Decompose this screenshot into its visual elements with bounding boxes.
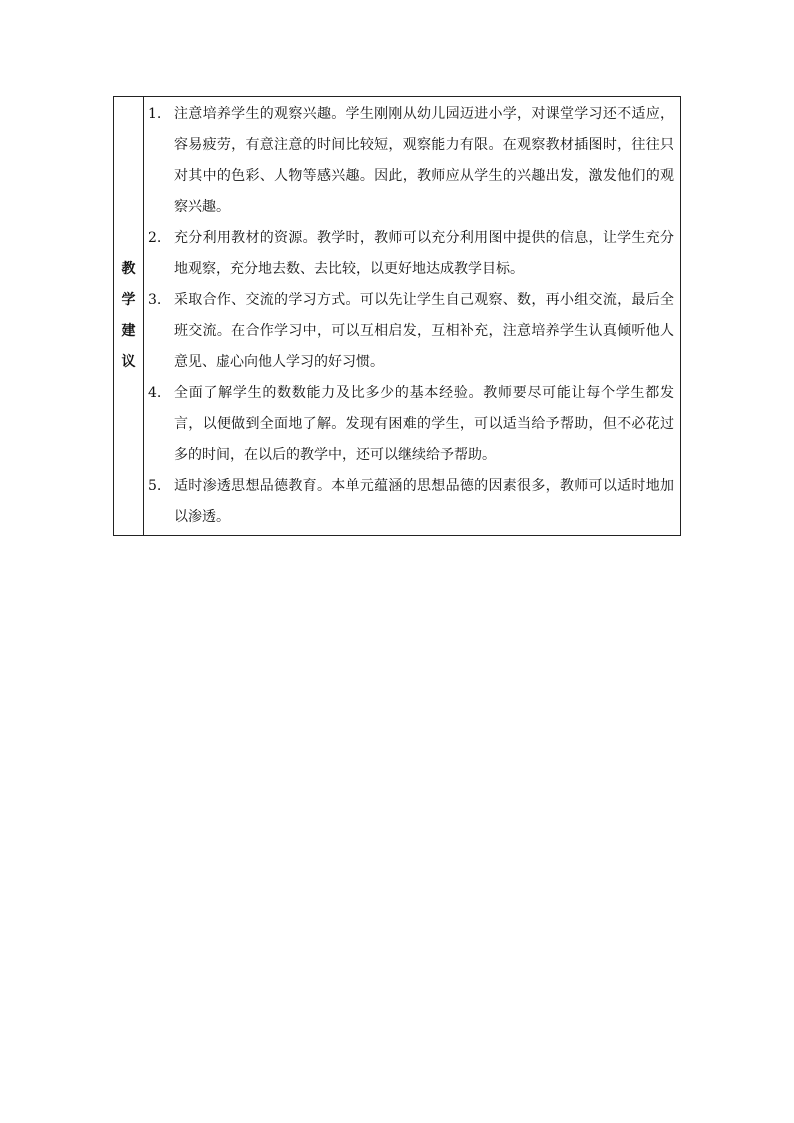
section-label-char: 议 [121,354,136,370]
suggestion-item-2 [148,223,674,285]
item-number: 2. [148,230,162,246]
section-label-char: 学 [121,292,136,308]
suggestion-item-3 [148,285,674,378]
suggestion-item-5 [148,471,674,533]
item-text: 适时渗透思想品德教育。本单元蕴涵的思想品德的因素很多，教师可以适时地加以渗透。 [174,478,674,525]
teaching-suggestions-table [113,96,681,536]
section-label-char: 教 [121,261,136,277]
suggestion-item-1 [148,99,674,223]
item-number: 5. [148,478,162,494]
item-text: 注意培养学生的观察兴趣。学生刚刚从幼儿园迈进小学，对课堂学习还不适应，容易疲劳，有意注意的时间比较短，观察能力有限。在观察教材插图时，往往只对其中的色彩、人物等感兴趣。因此，教师应从学生的兴趣出发，激发他们的观察兴趣。 [174,106,674,215]
item-number: 4. [148,385,162,401]
table-row [114,97,681,536]
section-label-char: 建 [121,323,136,339]
section-label-cell [114,97,144,536]
item-number: 1. [148,106,162,122]
item-number: 3. [148,292,162,308]
suggestion-item-4 [148,378,674,471]
suggestions-content-cell [144,97,681,536]
item-text: 充分利用教材的资源。教学时，教师可以充分利用图中提供的信息，让学生充分地观察，充分地去数、去比较，以更好地达成教学目标。 [174,230,674,277]
item-text: 全面了解学生的数数能力及比多少的基本经验。教师要尽可能让每个学生都发言，以便做到全面地了解。发现有困难的学生，可以适当给予帮助，但不必花过多的时间，在以后的教学中，还可以继续给予帮助。 [174,385,674,463]
item-text: 采取合作、交流的学习方式。可以先让学生自己观察、数，再小组交流，最后全班交流。在合作学习中，可以互相启发，互相补充，注意培养学生认真倾听他人意见、虚心向他人学习的好习惯。 [174,292,674,370]
